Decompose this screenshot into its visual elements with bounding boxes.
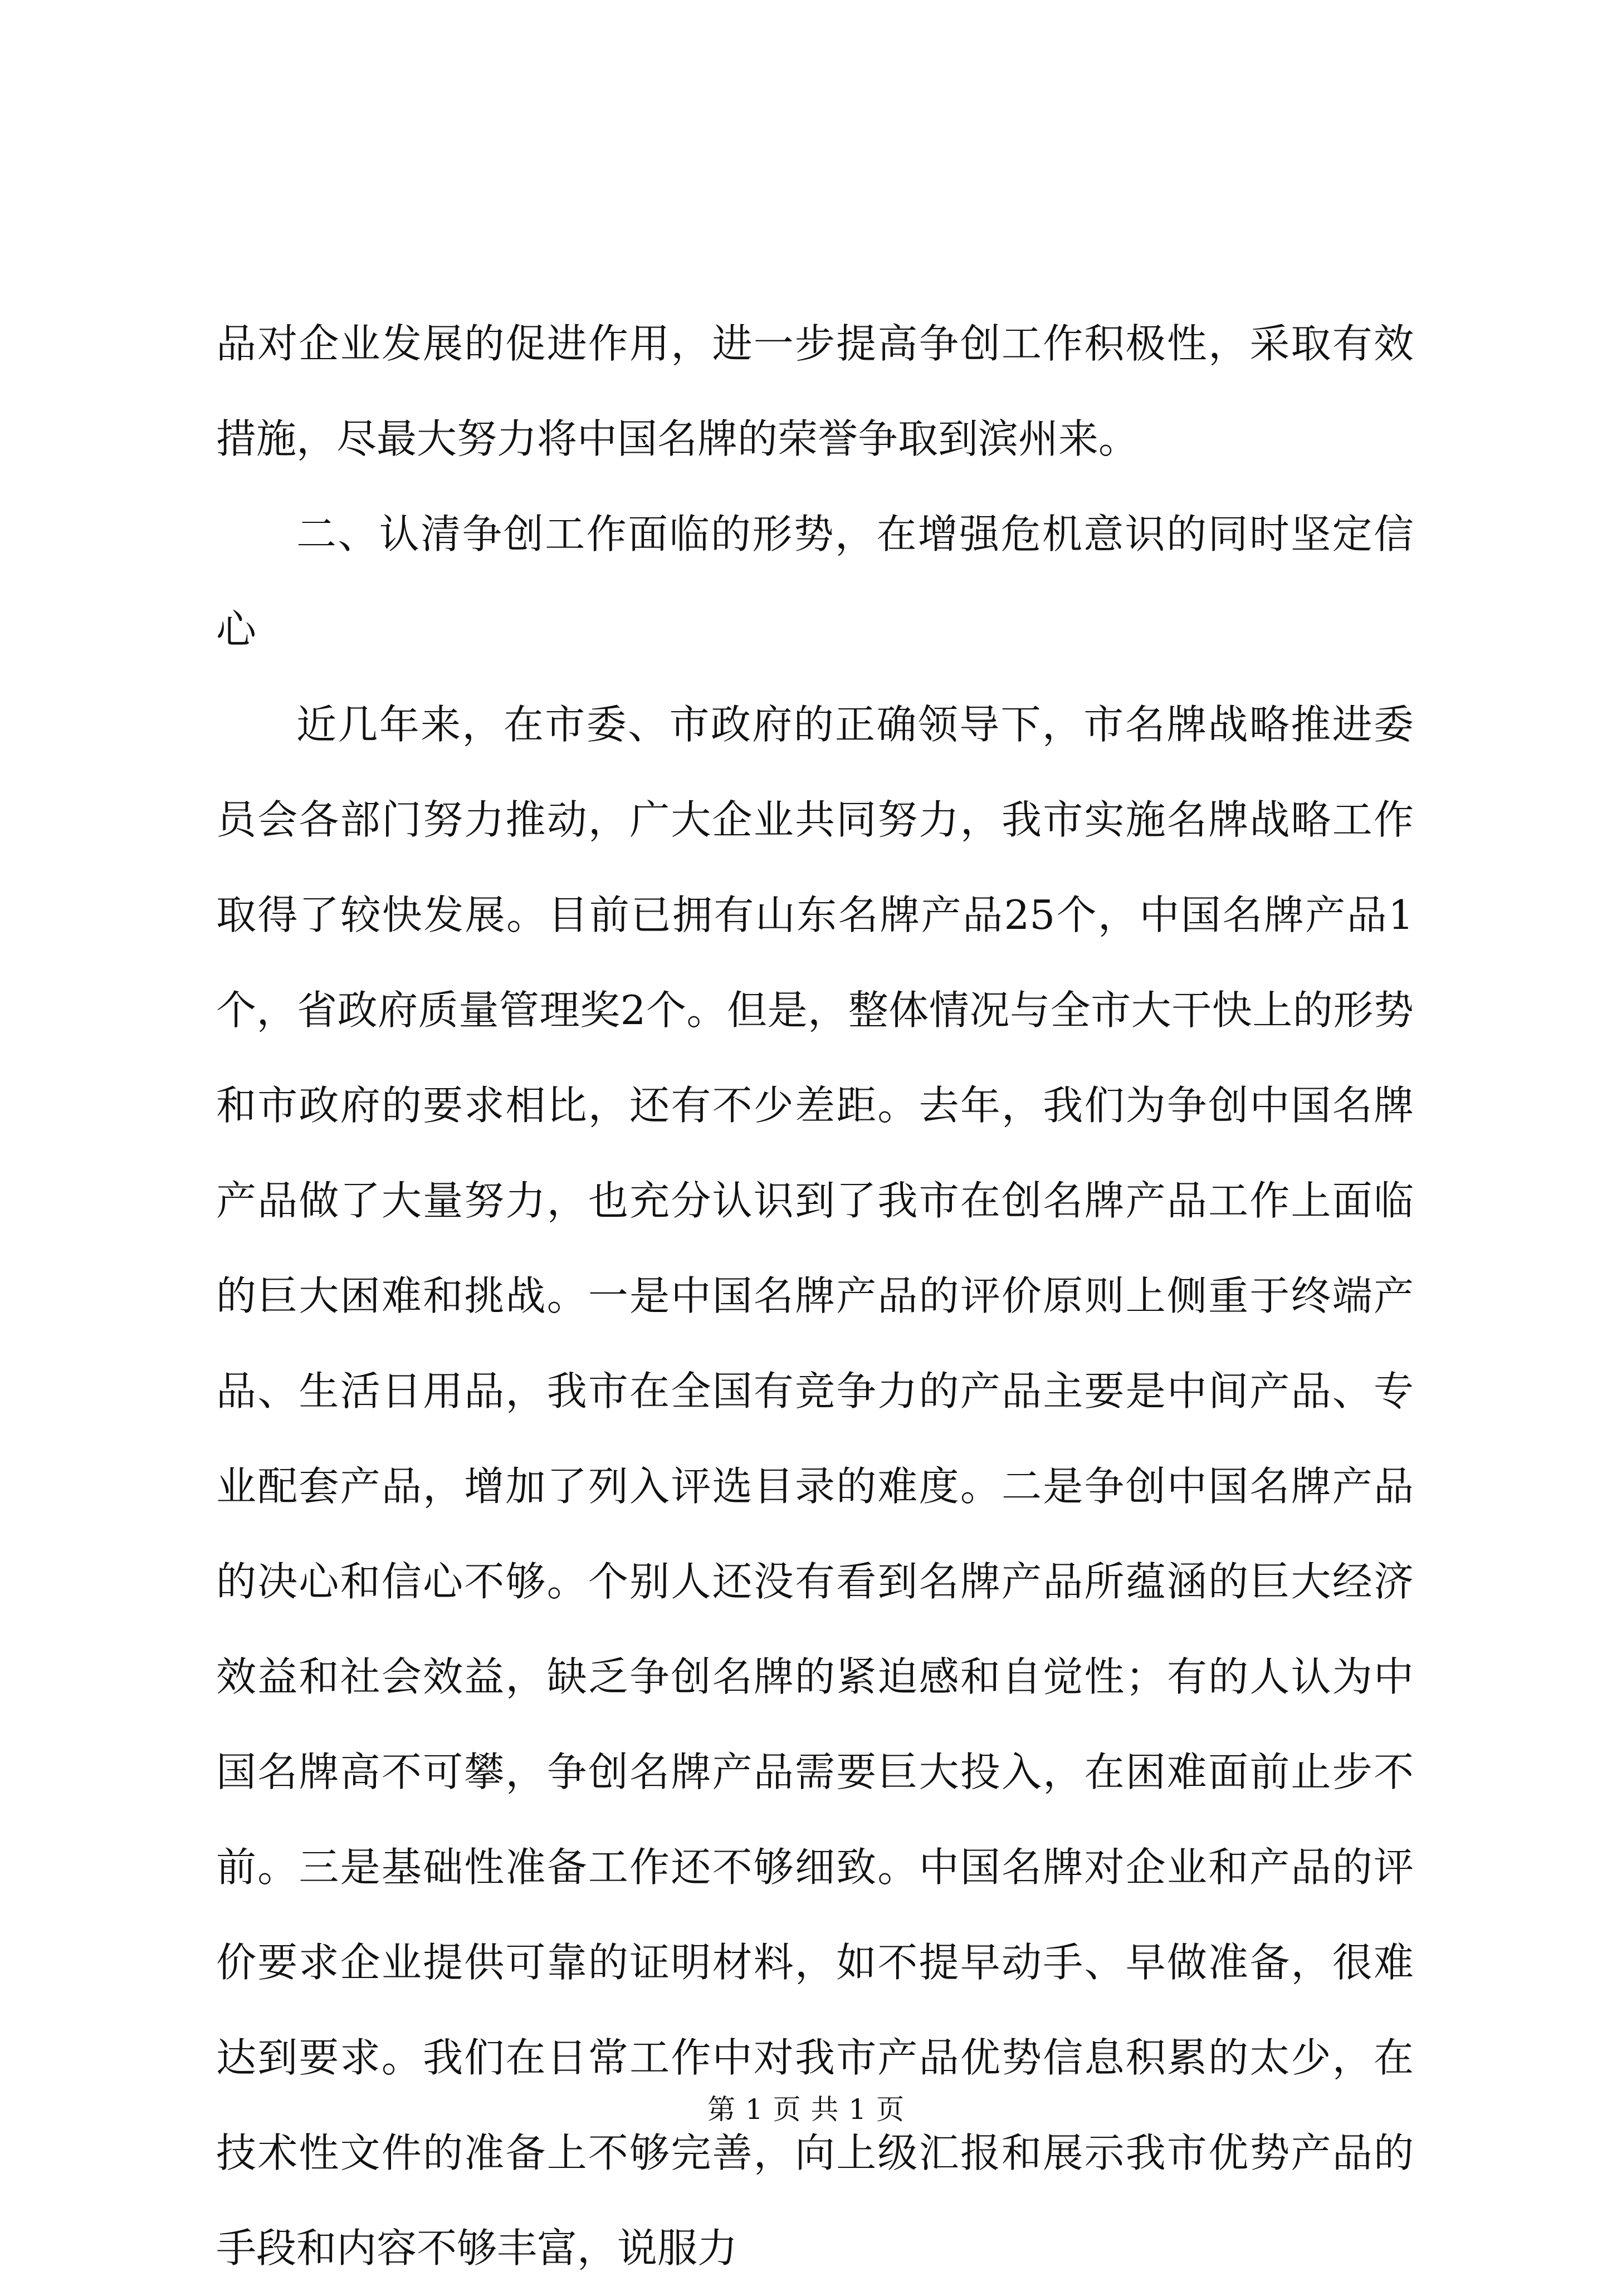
section-heading: 二、认清争创工作面临的形势，在增强危机意识的同时坚定信心 [216, 511, 1414, 653]
document-body [216, 296, 1414, 2296]
paragraph-body: 近几年来，在市委、市政府的正确领导下，市名牌战略推进委员会各部门努力推动，广大企业共同努力，我市实施名牌战略工作取得了较快发展。目前已拥有山东名牌产品25个，中国名牌产品1个，省政府质量管理奖2个。但是，整体情况与全市大干快上的形势和市政府的要求相比，还有不少差距。去年，我们为争创中国名牌产品做了大量努力，也充分认识到了我市在创名牌产品工作上面临的巨大困难和挑战。一是中国名牌产品的评价原则上侧重于终端产品、生活日用品，我市在全国有竞争力的产品主要是中间产品、专业配套产品，增加了列入评选目录的难度。二是争创中国名牌产品的决心和信心不够。个别人还没有看到名牌产品所蕴涵的巨大经济效益和社会效益，缺乏争创名牌的紧迫感和自觉性；有的人认为中国名牌高不可攀，争创名牌产品需要巨大投入，在困难面前止步不前。三是基础性准备工作还不够细致。中国名牌对企业和产品的评价要求企业提供可靠的证明材料，如不提早动手、早做准备，很难达到要求。我们在日常工作中对我市产品优势信息积累的太少，在技术性文件的准备上不够完善，向上级汇报和展示我市优势产品的手段和内容不够丰富，说服力 [216, 701, 1414, 2271]
paragraph-continuation: 品对企业发展的促进作用，进一步提高争创工作积极性，采取有效措施，尽最大努力将中国名牌的荣誉争取到滨州来。 [216, 320, 1414, 462]
page-number-footer: 第 1 页 共 1 页 [707, 2093, 905, 2126]
